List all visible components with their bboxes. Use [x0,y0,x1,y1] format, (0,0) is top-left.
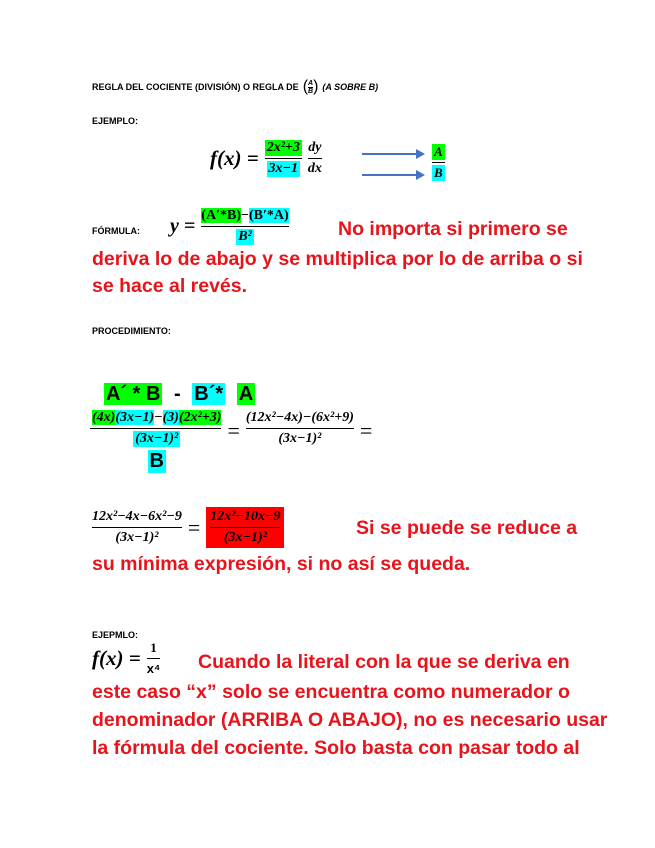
example2-note-4: la fórmula del cociente. Solo basta con pasar todo al [92,737,580,759]
procedure-term-3: (3) [162,410,179,425]
procedure-label-b-prime: B´* [194,383,224,405]
simplify-den: (3x−1)² [115,530,159,545]
arrow-to-a-icon [362,153,417,155]
example-fx: f(x) = [210,146,259,170]
example-label-a: A [434,144,443,159]
simplify-note-1: Si se puede se reduce a [356,517,578,539]
example-dy: dy [308,140,322,155]
example-numerator: 2x²+3 [266,140,300,155]
example-dx: dx [307,161,322,176]
procedure-result-num: (12x²−4x)−(6x²+9) [245,410,354,425]
formula-note-1: No importa si primero se [338,218,568,240]
example2-note-2: este caso “x” solo se encuentra como numerador o [92,681,570,703]
procedure-term-4x: (4x) [92,410,116,425]
procedure-term-2x2-3: (2x²+3) [178,410,222,425]
heading-frac-den: B [308,87,314,95]
example2-num: 1 [150,640,157,655]
page-heading [92,78,378,96]
procedure-den: (3x−1)² [135,431,179,446]
formula-den: B² [238,229,252,244]
example-label-b: B [434,165,443,180]
simplify-equation [92,507,284,548]
procedure-minus: − [154,410,163,425]
formula-note-2: deriva lo de abajo y se multiplica por lo de arriba o si [92,248,583,270]
heading-prefix: REGLA DEL COCIENTE (DIVISIÓN) O REGLA DE [92,82,299,92]
example2-note-3: denominador (ARRIBA O ABAJO), no es necesario usar [92,709,608,731]
procedure-label-a-prime: A´ * B [106,383,161,405]
formula-label: FÓRMULA: [92,226,140,236]
simplify-note-2: su mínima expresión, si no así se queda. [92,553,471,575]
procedure-eq-2: = [359,418,373,443]
formula-y: y = [170,215,196,237]
procedure-result-den: (3x−1)² [278,431,322,446]
procedure-label-dash: - [174,383,181,405]
simplify-eq: = [187,514,201,540]
heading-frac-num: A [308,79,314,87]
example2-fx: f(x) = [92,645,141,670]
procedure-label: PROCEDIMIENTO: [92,326,171,336]
simplify-final [206,507,284,548]
example-denominator: 3x−1 [268,161,299,176]
example-ab-labels [432,144,445,181]
formula-num-a: (A′*B) [201,208,241,223]
formula-equation [170,208,289,245]
heading-fraction: ( $\frac{A}{B}$ ) [302,78,319,95]
example-equation [210,140,322,177]
formula-num-b: (B′*A) [248,208,289,223]
formula-num-minus: − [241,208,249,223]
example2-equation [92,640,160,676]
procedure-equation [92,410,372,473]
formula-note-3: se hace al revés. [92,275,248,297]
example2-label: EJEPMLO: [92,630,139,640]
simplify-num: 12x²−4x−6x²−9 [92,509,182,524]
simplify-final-den: (3x−1)² [223,530,267,545]
heading-suffix: (A SOBRE B) [322,82,379,92]
simplify-final-num: 12x²−10x−9 [210,509,281,524]
example2-den: x⁴ [146,661,161,676]
procedure-term-3x-1: (3x−1) [115,410,155,425]
procedure-label-a: A [238,383,254,405]
procedure-labels [104,383,255,406]
example2-note-1: Cuando la literal con la que se deriva en [198,651,570,673]
procedure-label-b: B [149,450,164,472]
arrow-to-b-icon [362,174,417,176]
procedure-eq-1: = [227,418,240,443]
example-label: EJEMPLO: [92,116,139,126]
